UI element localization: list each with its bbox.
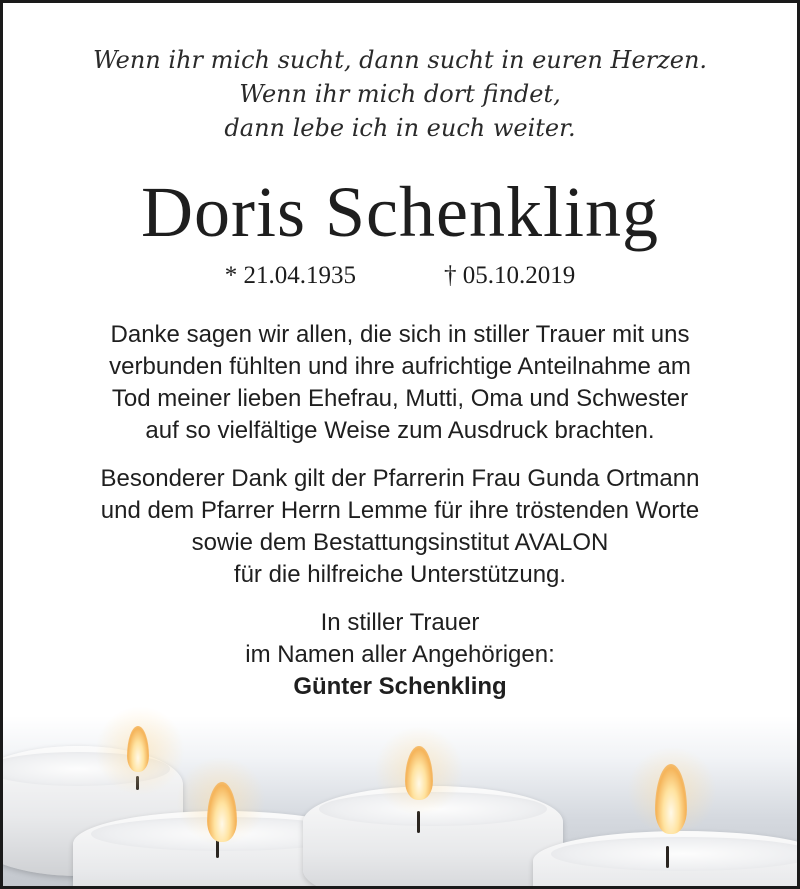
text-line: für die hilfreiche Unterstützung. [233,561,567,588]
closing-line: im Namen aller Angehörigen: [245,641,555,668]
quote-line: Wenn ihr mich sucht, dann sucht in euren Herzen. [92,46,708,74]
quote-line: dann lebe ich in euch weiter. [224,114,576,142]
memorial-quote [3,43,797,145]
candles-image [3,716,797,886]
text-line: Tod meiner lieben Ehefrau, Mutti, Oma und Schwester [111,385,689,412]
text-line: Danke sagen wir allen, die sich in stiller Trauer mit uns [110,321,690,348]
quote-line: Wenn ihr mich dort findet, [239,80,561,108]
thanks-paragraph-1 [3,319,797,447]
text-line: und dem Pfarrer Herrn Lemme für ihre tröstenden Worte [100,497,700,524]
deceased-name: Doris Schenkling [141,172,659,252]
text-line: sowie dem Bestattungsinstitut AVALON [191,529,609,556]
life-dates [3,260,797,292]
death-date: † 05.10.2019 [444,262,576,289]
thanks-paragraph-2 [3,463,797,591]
text-line: auf so vielfältige Weise zum Ausdruck brachten. [145,417,655,444]
signer-name: Günter Schenkling [293,673,507,700]
birth-date: * 21.04.1935 [224,262,356,289]
closing-line: In stiller Trauer [320,609,480,636]
text-line: Besonderer Dank gilt der Pfarrerin Frau Gunda Ortmann [100,465,700,492]
closing-block [3,607,797,703]
text-line: verbunden fühlten und ihre aufrichtige Anteilnahme am [109,353,691,380]
